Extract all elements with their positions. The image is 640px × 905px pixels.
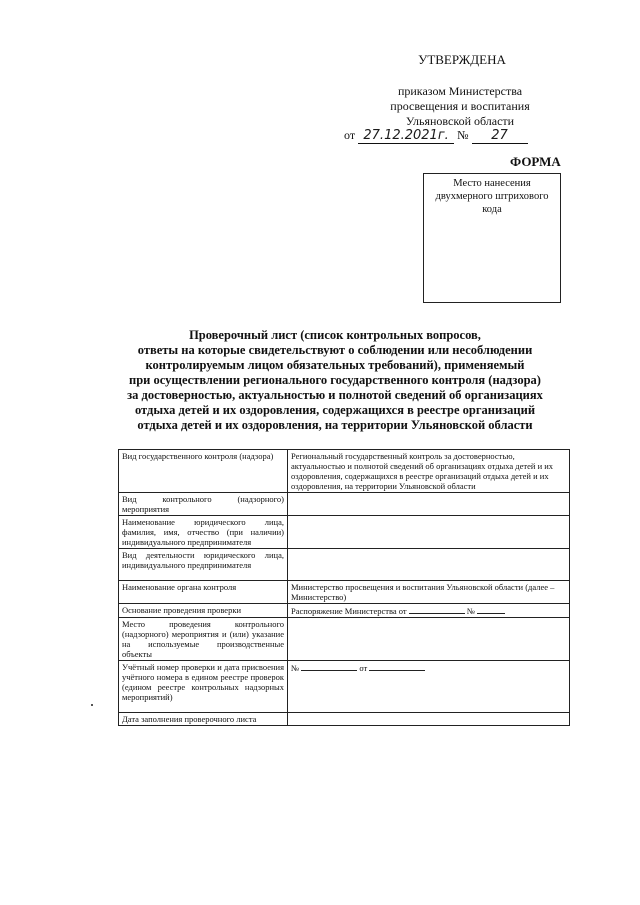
handwritten-date: 27.12.2021г. (358, 128, 454, 144)
row-label: Наименование органа контроля (119, 581, 288, 604)
table-row (119, 493, 570, 516)
approved-heading: УТВЕРЖДЕНА (418, 52, 506, 67)
title-line: за достоверностью, актуальностью и полнотой сведений об организациях (127, 388, 543, 402)
row-label: Учётный номер проверки и дата присвоения учётного номера в едином реестре проверок (едином реестре контрольных надзорных мероприятий) (119, 661, 288, 713)
title-line: при осуществлении регионального государственного контроля (надзора) (129, 373, 541, 387)
barcode-placeholder-text (424, 174, 560, 216)
order-line: Ульяновской области (405, 114, 515, 128)
barcode-text-line: кода (482, 204, 502, 215)
row-label: Место проведения контрольного (надзорного) мероприятия и (или) указание на используемые производственные объекты (119, 618, 288, 661)
table-row (119, 549, 570, 581)
record-number-blank (301, 662, 357, 671)
record-number-label: № (291, 663, 300, 673)
row-label: Основание проведения проверки (119, 604, 288, 618)
row-value: Региональный государственный контроль за достоверностью, актуальностью и полнотой сведений об организациях отдыха детей и их оздоровления, содержащихся в реестре организаций отдыха детей и их оздоровления, на территории Ульяновской области (288, 450, 570, 493)
title-line: отдыха детей и их оздоровления, содержащихся в реестре организаций (134, 403, 536, 417)
handwritten-number: 27 (472, 128, 528, 144)
scan-artifact-dot (91, 704, 93, 706)
table-row (119, 618, 570, 661)
document-title (100, 328, 570, 433)
row-label: Дата заполнения проверочного листа (119, 713, 288, 726)
barcode-placeholder-box (423, 173, 561, 303)
row-value (288, 713, 570, 726)
title-line: отдыха детей и их оздоровления, на территории Ульяновской области (137, 418, 533, 432)
basis-number-label: № (466, 606, 475, 616)
title-line: контролируемым лицом обязательных требований), применяемый (145, 358, 525, 372)
order-line: приказом Министерства (397, 84, 523, 98)
row-value (288, 661, 570, 713)
table-row (119, 713, 570, 726)
checklist-info-table (118, 449, 570, 726)
title-line: ответы на которые свидетельствуют о соблюдении или несоблюдении (137, 343, 533, 357)
order-line: просвещения и воспитания (390, 99, 530, 113)
barcode-text-line: двухмерного штрихового (435, 191, 549, 202)
table-row (119, 516, 570, 549)
title-line: Проверочный лист (список контрольных вопросов, (189, 328, 481, 342)
row-label: Вид контрольного (надзорного) мероприятия (119, 493, 288, 516)
table-row (119, 450, 570, 493)
row-value (288, 618, 570, 661)
row-value (288, 493, 570, 516)
table-row (119, 581, 570, 604)
row-value (288, 549, 570, 581)
table-row (119, 661, 570, 713)
barcode-text-line: Место нанесения (453, 178, 531, 189)
form-label: ФОРМА (510, 154, 561, 169)
record-date-label: от (359, 663, 368, 673)
order-reference (360, 84, 560, 129)
record-date-blank (369, 662, 425, 671)
row-label: Вид государственного контроля (надзора) (119, 450, 288, 493)
date-prefix: от (344, 128, 356, 142)
row-value: Министерство просвещения и воспитания Ульяновской области (далее – Министерство) (288, 581, 570, 604)
order-date-number-line (344, 128, 564, 144)
row-label: Вид деятельности юридического лица, индивидуального предпринимателя (119, 549, 288, 581)
row-label: Наименование юридического лица, фамилия, имя, отчество (при наличии) индивидуального предпринимателя (119, 516, 288, 549)
basis-prefix: Распоряжение Министерства от (291, 606, 407, 616)
row-value (288, 516, 570, 549)
number-blank-line (477, 605, 505, 614)
table-row (119, 604, 570, 618)
number-label: № (457, 128, 469, 142)
date-blank-line (409, 605, 465, 614)
row-value (288, 604, 570, 618)
